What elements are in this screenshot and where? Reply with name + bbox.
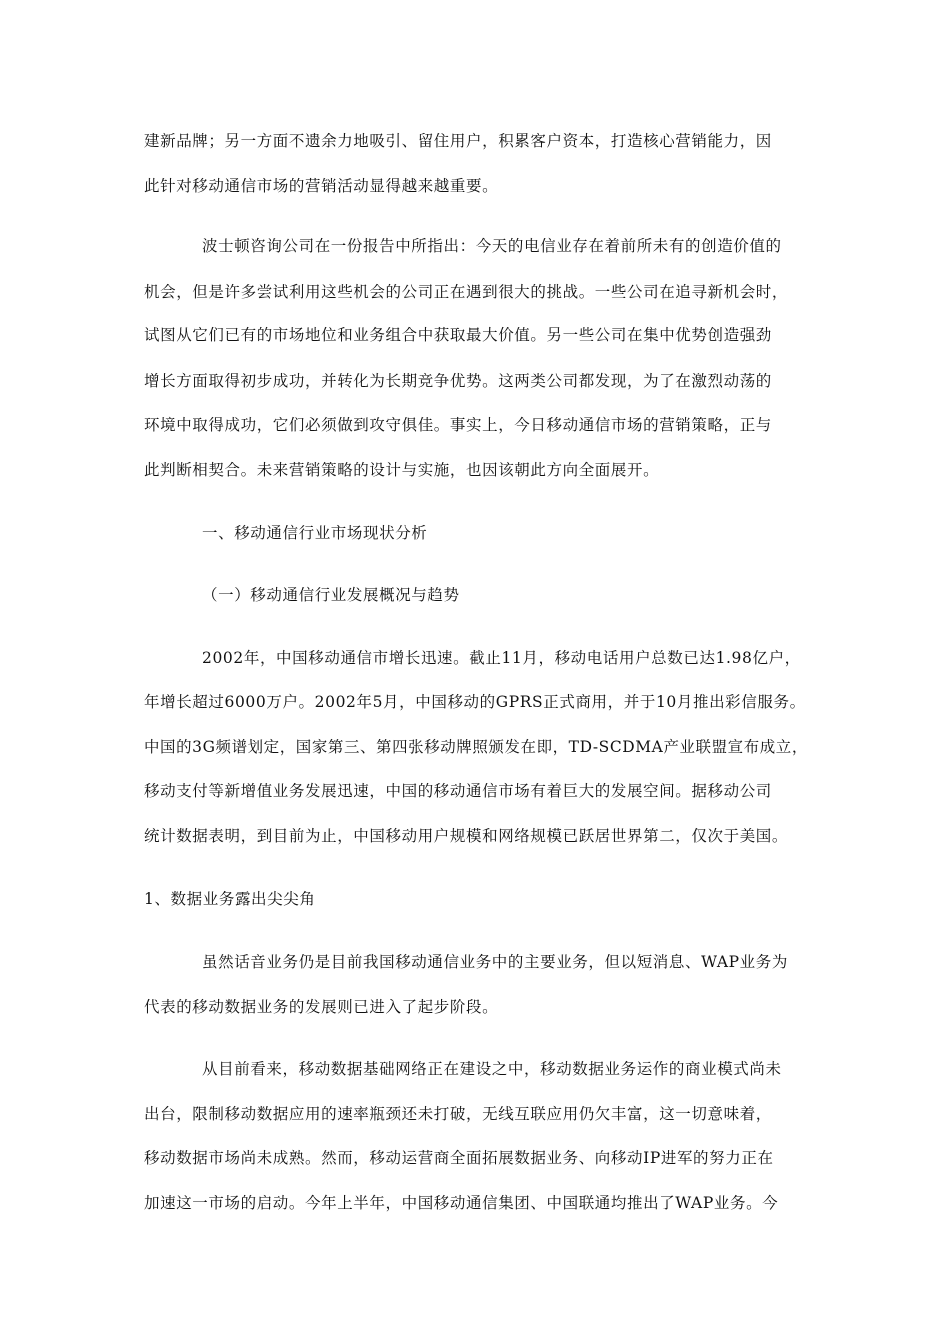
text-line: 加速这一市场的启动。今年上半年，中国移动通信集团、中国联通均推出了WAP业务。今 xyxy=(144,1194,779,1212)
text-line: 出台，限制移动数据应用的速率瓶颈还未打破，无线互联应用仍欠丰富，这一切意味着， xyxy=(144,1105,772,1123)
subsection-heading: （一）移动通信行业发展概况与趋势 xyxy=(202,586,460,604)
text-line: 增长方面取得初步成功，并转化为长期竞争优势。这两类公司都发现，为了在激烈动荡的 xyxy=(144,372,772,390)
text-line: 试图从它们已有的市场地位和业务组合中获取最大价值。另一些公司在集中优势创造强劲 xyxy=(144,326,772,344)
section-heading: 一、移动通信行业市场现状分析 xyxy=(202,524,428,542)
text-line: 移动支付等新增值业务发展迅速，中国的移动通信市场有着巨大的发展空间。据移动公司 xyxy=(144,782,772,800)
numbered-heading: 1、数据业务露出尖尖角 xyxy=(144,890,316,908)
text-line: 代表的移动数据业务的发展则已进入了起步阶段。 xyxy=(144,998,499,1016)
text-line: 2002年，中国移动通信市增长迅速。截止11月，移动电话用户总数已达1.98亿户， xyxy=(202,649,801,667)
text-line: 此针对移动通信市场的营销活动显得越来越重要。 xyxy=(144,177,499,195)
text-line: 中国的3G频谱划定，国家第三、第四张移动牌照颁发在即，TD-SCDMA产业联盟宣布成立， xyxy=(144,738,808,756)
text-line: 年增长超过6000万户。2002年5月，中国移动的GPRS正式商用，并于10月推出彩信服务。 xyxy=(144,693,806,711)
text-line: 建新品牌；另一方面不遗余力地吸引、留住用户，积累客户资本，打造核心营销能力，因 xyxy=(144,132,772,150)
text-line: 虽然话音业务仍是目前我国移动通信业务中的主要业务，但以短消息、WAP业务为 xyxy=(202,953,788,971)
text-line: 统计数据表明，到目前为止，中国移动用户规模和网络规模已跃居世界第二，仅次于美国。 xyxy=(144,827,789,845)
text-line: 波士顿咨询公司在一份报告中所指出：今天的电信业存在着前所未有的创造价值的 xyxy=(202,237,782,255)
text-line: 从目前看来，移动数据基础网络正在建设之中，移动数据业务运作的商业模式尚未 xyxy=(202,1060,782,1078)
text-line: 环境中取得成功，它们必须做到攻守俱佳。事实上，今日移动通信市场的营销策略，正与 xyxy=(144,416,772,434)
text-line: 此判断相契合。未来营销策略的设计与实施，也因该朝此方向全面展开。 xyxy=(144,461,660,479)
text-line: 移动数据市场尚未成熟。然而，移动运营商全面拓展数据业务、向移动IP进军的努力正在 xyxy=(144,1149,774,1167)
text-line: 机会，但是许多尝试利用这些机会的公司正在遇到很大的挑战。一些公司在追寻新机会时， xyxy=(144,283,789,301)
